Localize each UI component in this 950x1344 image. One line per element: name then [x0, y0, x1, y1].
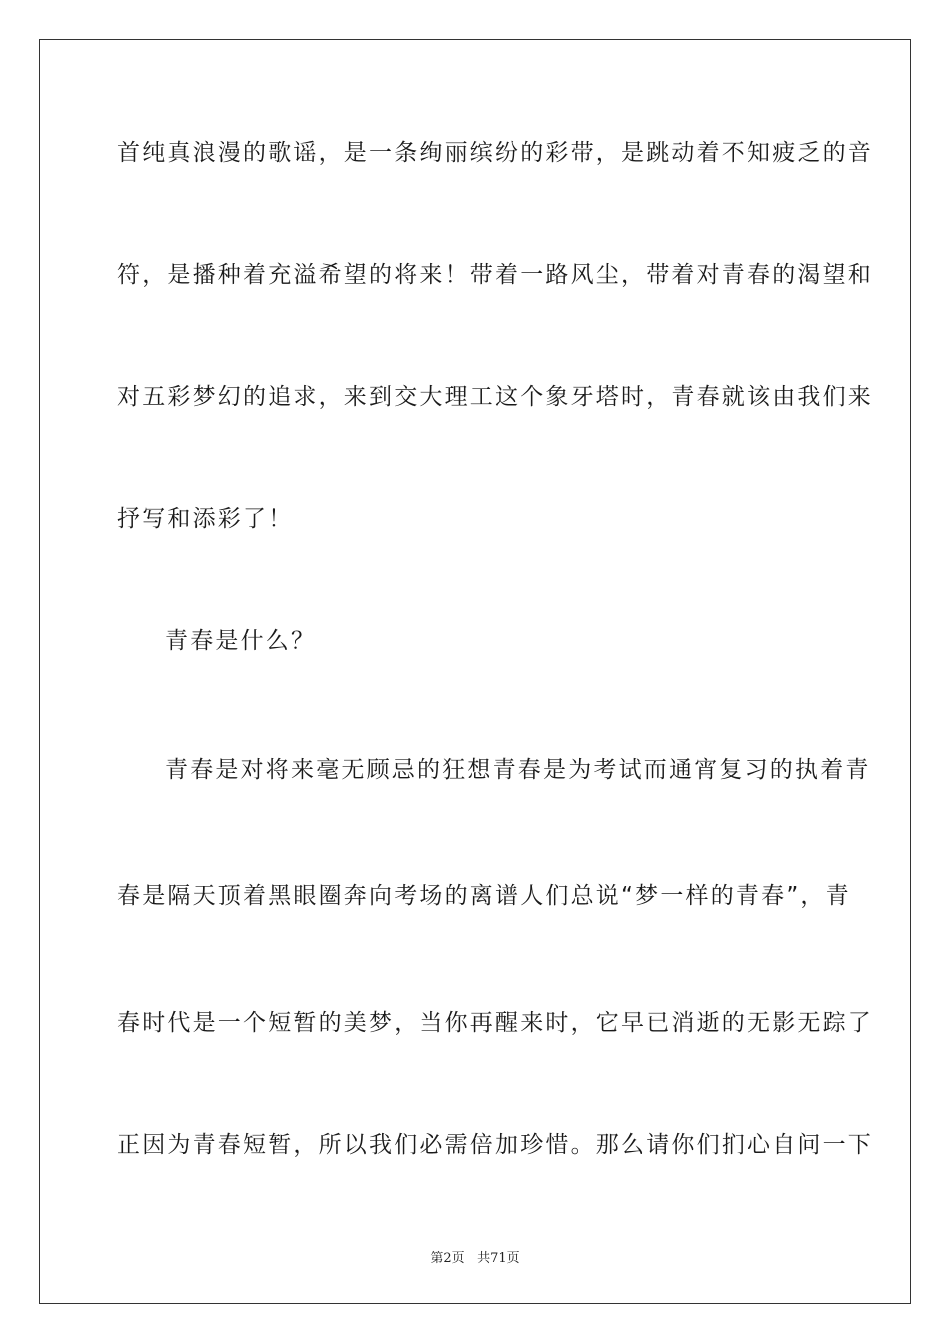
page-number: 第2页	[430, 1251, 465, 1266]
page-footer	[0, 1247, 950, 1266]
body-line-4: 抒写和添彩了！	[117, 506, 294, 532]
body-line-8: 春时代是一个短暂的美梦，当你再醒来时，它早已消逝的无影无踪了	[117, 1010, 873, 1036]
page-frame	[39, 39, 911, 1304]
body-line-9: 正因为青春短暂，所以我们必需倍加珍惜。那么请你们扪心自问一下	[117, 1132, 873, 1158]
page-total: 共71页	[477, 1251, 520, 1266]
body-line-5: 青春是什么？	[165, 628, 317, 654]
body-line-2: 符，是播种着充溢希望的将来！带着一路风尘，带着对青春的渴望和	[117, 262, 873, 288]
body-line-6: 青春是对将来毫无顾忌的狂想青春是为考试而通宵复习的执着青	[165, 757, 871, 783]
body-line-7: 春是隔天顶着黑眼圈奔向考场的离谱人们总说“梦一样的青春”，青	[117, 883, 851, 909]
body-line-3: 对五彩梦幻的追求，来到交大理工这个象牙塔时，青春就该由我们来	[117, 384, 873, 410]
body-line-1: 首纯真浪漫的歌谣，是一条绚丽缤纷的彩带，是跳动着不知疲乏的音	[117, 140, 873, 166]
